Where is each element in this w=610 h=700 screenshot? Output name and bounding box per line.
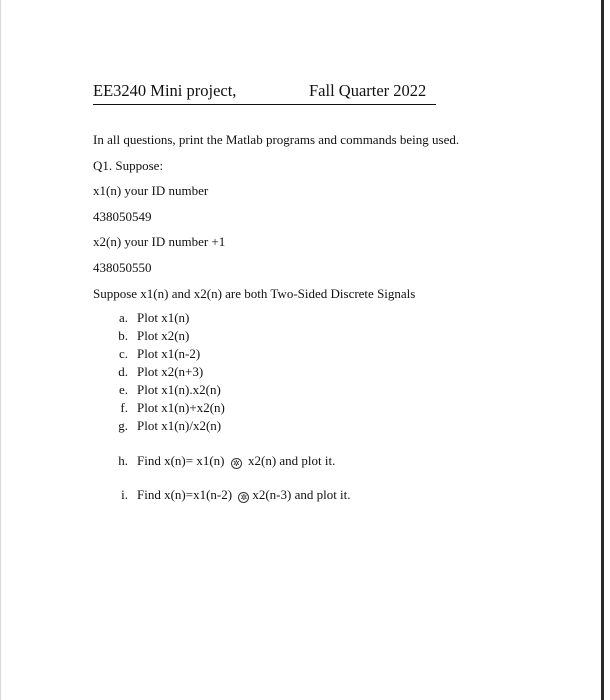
title-course: EE3240 Mini project, (93, 81, 237, 100)
list-item-text: Plot x2(n+3) (137, 364, 204, 379)
list-marker: a. (118, 310, 128, 325)
x2-value: 438050550 (93, 260, 152, 275)
list-item (109, 418, 221, 434)
list-marker: d. (118, 364, 128, 379)
list-item-text: Plot x1(n-2) (137, 346, 201, 361)
list-item-text: Plot x1(n).x2(n) (137, 382, 221, 397)
list-item (109, 400, 225, 416)
document-content (93, 80, 553, 502)
list-marker: i. (121, 487, 128, 502)
list-item-convolution (109, 453, 335, 469)
list-marker: f. (120, 400, 128, 415)
list-item (109, 328, 189, 344)
convolution-text-after: x2(n) and plot it. (248, 453, 336, 468)
list-item (109, 382, 221, 398)
list-item (109, 310, 189, 326)
intro-paragraph: In all questions, print the Matlab programs and commands being used. (93, 132, 460, 147)
x2-definition: x2(n) your ID number +1 (93, 234, 226, 249)
x1-definition: x1(n) your ID number (93, 183, 209, 198)
shifted-convolution-text-before: Find x(n)=x1(n-2) (137, 487, 233, 502)
list-item (109, 364, 203, 380)
convolution-text-before: Find x(n)= x1(n) (137, 453, 225, 468)
list-marker: g. (118, 418, 128, 433)
list-marker: c. (118, 346, 128, 361)
list-item-text: Plot x1(n) (137, 310, 190, 325)
shifted-convolution-text-after: x2(n-3) and plot it. (252, 487, 351, 502)
circular-convolution-icon: ✲ (231, 458, 242, 469)
question-heading: Q1. Suppose: (93, 158, 164, 173)
list-item-text: Plot x1(n)/x2(n) (137, 418, 222, 433)
list-marker: h. (118, 453, 128, 468)
list-marker: b. (118, 328, 128, 343)
list-item-text: Plot x1(n)+x2(n) (137, 400, 225, 415)
x1-value: 438050549 (93, 209, 152, 224)
signals-statement: Suppose x1(n) and x2(n) are both Two-Sided Discrete Signals (93, 286, 416, 301)
list-item-text: Plot x2(n) (137, 328, 190, 343)
list-item (109, 346, 200, 362)
title-quarter: Fall Quarter 2022 (309, 81, 427, 100)
document-title (93, 80, 436, 105)
list-item-shifted-convolution (109, 487, 351, 503)
list-marker: e. (118, 382, 128, 397)
circular-convolution-icon: ✲ (238, 492, 249, 503)
